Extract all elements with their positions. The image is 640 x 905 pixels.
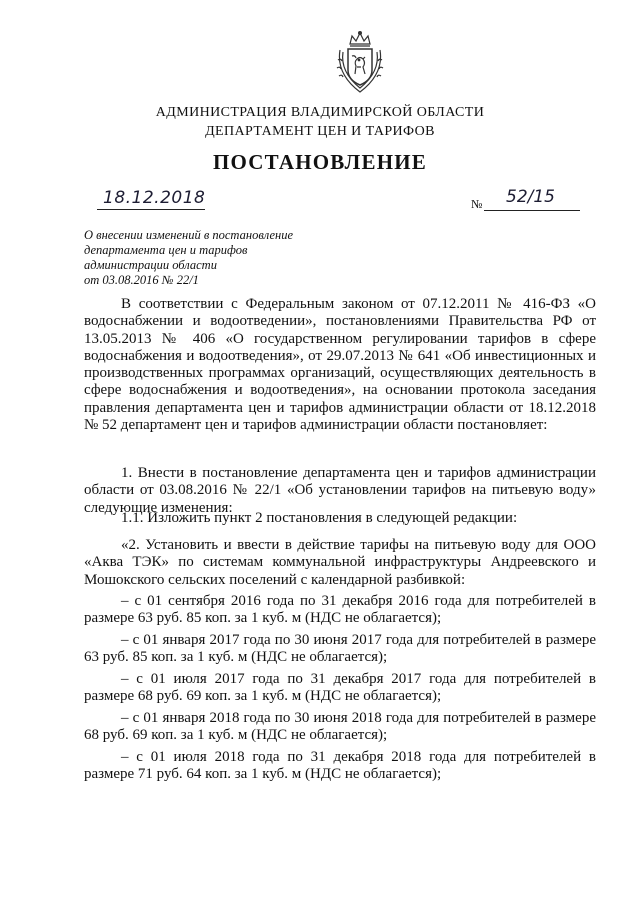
number-sign: №	[471, 197, 483, 211]
paragraph-1-1: 1.1. Изложить пункт 2 постановления в следующей редакции:	[121, 510, 518, 526]
paragraph-1: 1. Внести в постановление департамента цен и тарифов администрации области от 03.08.2016 № 22/1 «Об установлении тарифов на питьевую воду» следующие изменения:	[84, 465, 596, 516]
number-underline	[484, 210, 580, 211]
tariff-item: – с 01 июля 2017 года по 31 декабря 2017 года для потребителей в размере 68 руб. 69 коп. за 1 куб. м (НДС не облагается);	[84, 671, 596, 705]
subject-line: администрации области	[84, 258, 217, 272]
tariff-item: – с 01 сентября 2016 года по 31 декабря 2016 года для потребителей в размере 63 руб. 85 коп. за 1 куб. м (НДС не облагается);	[84, 593, 596, 627]
subject-line: от 03.08.2016 № 22/1	[84, 273, 199, 287]
document-subject	[84, 228, 344, 288]
organization-name: АДМИНИСТРАЦИЯ ВЛАДИМИРСКОЙ ОБЛАСТИ	[155, 105, 485, 120]
document-title: ПОСТАНОВЛЕНИЕ	[212, 150, 428, 174]
tariff-item: – с 01 января 2018 года по 30 июня 2018 года для потребителей в размере 68 руб. 69 коп. за 1 куб. м (НДС не облагается);	[84, 710, 596, 744]
tariff-item: – с 01 января 2017 года по 30 июня 2017 года для потребителей в размере 63 руб. 85 коп. за 1 куб. м (НДС не облагается);	[84, 632, 596, 666]
department-name: ДЕПАРТАМЕНТ ЦЕН И ТАРИФОВ	[205, 124, 435, 139]
subject-line: О внесении изменений в постановление	[84, 228, 294, 242]
intro-paragraph: В соответствии с Федеральным законом от 07.12.2011 № 416-ФЗ «О водоснабжении и водоотведении», постановлениями Правительства РФ от 13.05.2013 № 406 «О государственном регулировании тарифов в сфере водоснабжения и водоотведения», от 29.07.2013 № 641 «Об инвестиционных и производственных программах организаций, осуществляющих деятельность в сфере водоснабжения и водоотведения», на основании протокола заседания правления департамента цен и тарифов администрации области от 18.12.2018 № 52 департамент цен и тарифов администрации области постановляет:	[84, 296, 596, 434]
subject-line: департамента цен и тарифов	[84, 243, 248, 257]
paragraph-2: «2. Установить и ввести в действие тарифы на питьевую воду для ООО «Аква ТЭК» по системам коммунальной инфраструктуры Андреевского и Мошокского сельских поселений с календарной разбивкой:	[84, 537, 596, 588]
document-number: 52/15	[506, 187, 555, 207]
document-date: 18.12.2018	[103, 188, 206, 208]
date-underline	[97, 209, 205, 210]
tariff-item: – с 01 июля 2018 года по 31 декабря 2018 года для потребителей в размере 71 руб. 64 коп. за 1 куб. м (НДС не облагается);	[84, 749, 596, 783]
coat-of-arms-icon	[332, 30, 388, 96]
